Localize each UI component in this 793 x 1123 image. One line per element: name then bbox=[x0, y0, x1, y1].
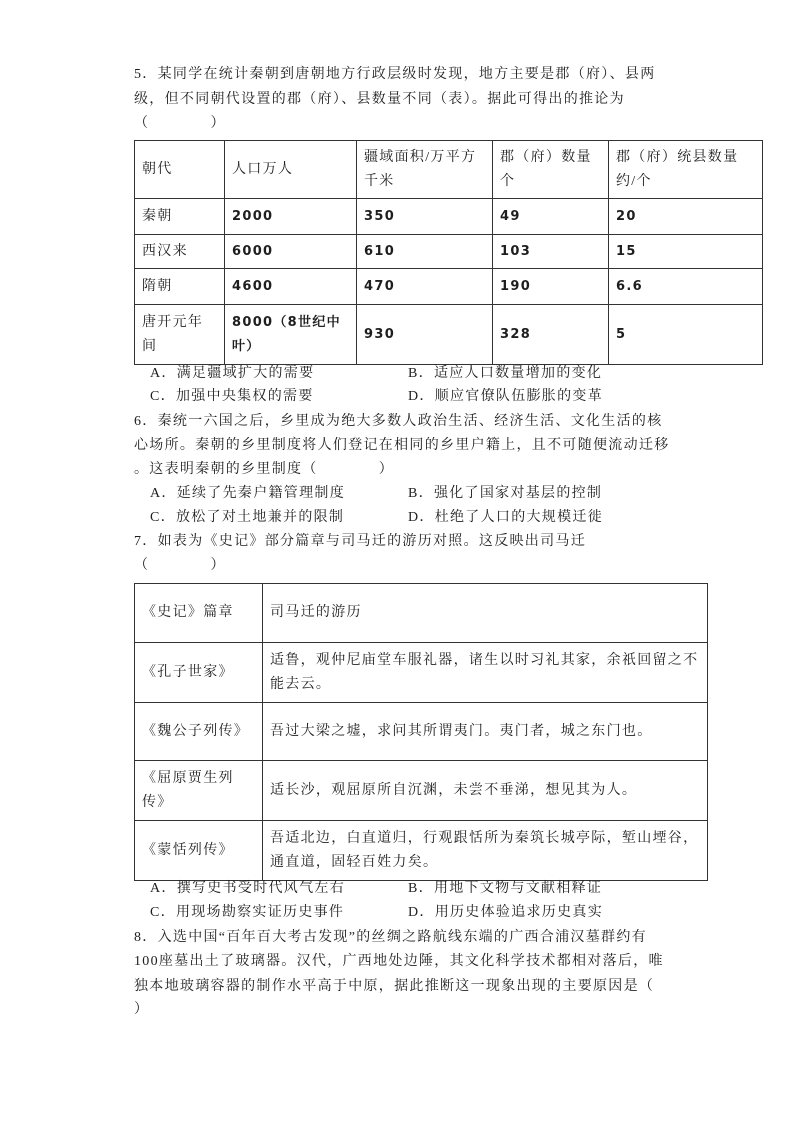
table-header-cell: 郡（府）统县数量约/个 bbox=[609, 141, 763, 199]
table-header-cell: 人口万人 bbox=[225, 141, 357, 199]
question-7-stem-line: 7．如表为《史记》部分篇章与司马迁的游历对照。这反映出司马迁 bbox=[134, 534, 586, 549]
table-row bbox=[135, 703, 708, 761]
table-header-cell: 疆域面积/万平方千米 bbox=[357, 141, 493, 199]
table-cell: 6000 bbox=[225, 235, 357, 269]
table-cell: 西汉来 bbox=[135, 235, 225, 269]
table-cell: 930 bbox=[357, 305, 493, 365]
question-5-option-d: D．顺应官僚队伍膨胀的变革 bbox=[408, 389, 604, 404]
question-8-stem-line: 100座墓出土了玻璃器。汉代，广西地处边陲，其文化科学技术都相对落后，唯 bbox=[134, 954, 664, 969]
table-cell: 秦朝 bbox=[135, 199, 225, 235]
table-cell: 6.6 bbox=[609, 269, 763, 305]
table-cell: 20 bbox=[609, 199, 763, 235]
question-7-option-c: C．用现场勘察实证历史事件 bbox=[150, 905, 345, 920]
table-row bbox=[135, 821, 708, 881]
table-row bbox=[135, 761, 708, 821]
question-7-option-d: D．用历史体验追求历史真实 bbox=[408, 905, 604, 920]
table-cell: 《屈原贾生列传》 bbox=[135, 761, 263, 821]
question-8-stem-line: ） bbox=[134, 1002, 150, 1017]
table-cell: 2000 bbox=[225, 199, 357, 235]
question-8-stem-line: 独本地玻璃容器的制作水平高于中原，据此推断这一现象出现的主要原因是（ bbox=[134, 979, 655, 994]
table-cell: 《蒙恬列传》 bbox=[135, 821, 263, 881]
table-cell: 328 bbox=[493, 305, 609, 365]
table-cell: 4600 bbox=[225, 269, 357, 305]
question-5-option-c: C．加强中央集权的需要 bbox=[150, 389, 314, 404]
question-6-stem-line: 。这表明秦朝的乡里制度（ ） bbox=[134, 462, 395, 477]
table-row bbox=[135, 305, 763, 365]
question-5-table bbox=[134, 140, 763, 365]
question-6-stem-line: 心场所。秦朝的乡里制度将人们登记在相同的乡里户籍上，且不可随便流动迁移 bbox=[134, 438, 670, 453]
table-row bbox=[135, 235, 763, 269]
table-header-row bbox=[135, 584, 708, 643]
table-header-cell: 《史记》篇章 bbox=[135, 584, 263, 643]
table-cell: 8000（8世纪中叶） bbox=[225, 305, 357, 365]
question-7-table bbox=[134, 583, 708, 881]
table-cell: 隋朝 bbox=[135, 269, 225, 305]
question-7-answer-blank: （ ） bbox=[134, 558, 226, 573]
table-header-cell: 司马迁的游历 bbox=[263, 584, 708, 643]
question-5-answer-blank: （ ） bbox=[134, 116, 226, 131]
question-7-option-b: B．用地下文物与文献相释证 bbox=[408, 881, 603, 896]
table-cell: 《魏公子列传》 bbox=[135, 703, 263, 761]
question-6-option-b: B．强化了国家对基层的控制 bbox=[408, 486, 603, 501]
table-row bbox=[135, 643, 708, 703]
table-cell: 适长沙，观屈原所自沉渊，未尝不垂涕，想见其为人。 bbox=[263, 761, 708, 821]
table-cell: 唐开元年间 bbox=[135, 305, 225, 365]
table-cell: 470 bbox=[357, 269, 493, 305]
table-header-row bbox=[135, 141, 763, 199]
question-8-stem-line: 8．入选中国“百年百大考古发现”的丝绸之路航线东端的广西合浦汉墓群约有 bbox=[134, 930, 647, 945]
table-cell: 190 bbox=[493, 269, 609, 305]
question-5-option-b: B．适应人口数量增加的变化 bbox=[408, 366, 603, 381]
question-6-option-d: D．杜绝了人口的大规模迁徙 bbox=[408, 510, 604, 525]
question-5-option-a: A．满足疆域扩大的需要 bbox=[150, 366, 315, 381]
table-cell: 610 bbox=[357, 235, 493, 269]
table-cell: 49 bbox=[493, 199, 609, 235]
table-cell: 吾适北边，白直道归，行观跟恬所为秦筑长城亭际，堑山堙谷，通直道，固轻百姓力矣。 bbox=[263, 821, 708, 881]
table-cell: 《孔子世家》 bbox=[135, 643, 263, 703]
table-cell: 103 bbox=[493, 235, 609, 269]
table-row bbox=[135, 269, 763, 305]
table-header-cell: 郡（府）数量个 bbox=[493, 141, 609, 199]
question-6-stem-line: 6．秦统一六国之后，乡里成为绝大多数人政治生活、经济生活、文化生活的核 bbox=[134, 414, 663, 429]
question-6-option-a: A．延续了先秦户籍管理制度 bbox=[150, 486, 346, 501]
question-7-option-a: A．撰写史书受时代风气左右 bbox=[150, 881, 346, 896]
table-cell: 5 bbox=[609, 305, 763, 365]
table-cell: 15 bbox=[609, 235, 763, 269]
table-row bbox=[135, 199, 763, 235]
table-cell: 吾过大梁之墟，求问其所谓夷门。夷门者，城之东门也。 bbox=[263, 703, 708, 761]
question-5-stem-line: 级，但不同朝代设置的郡（府）、县数量不同（表）。据此可得出的推论为 bbox=[134, 92, 625, 107]
question-5-stem-line: 5．某同学在统计秦朝到唐朝地方行政层级时发现，地方主要是郡（府）、县两 bbox=[134, 67, 656, 82]
table-cell: 350 bbox=[357, 199, 493, 235]
question-6-option-c: C．放松了对土地兼并的限制 bbox=[150, 510, 345, 525]
table-cell: 适鲁，观仲尼庙堂车服礼器，诸生以时习礼其家，余祇回留之不能去云。 bbox=[263, 643, 708, 703]
table-header-cell: 朝代 bbox=[135, 141, 225, 199]
